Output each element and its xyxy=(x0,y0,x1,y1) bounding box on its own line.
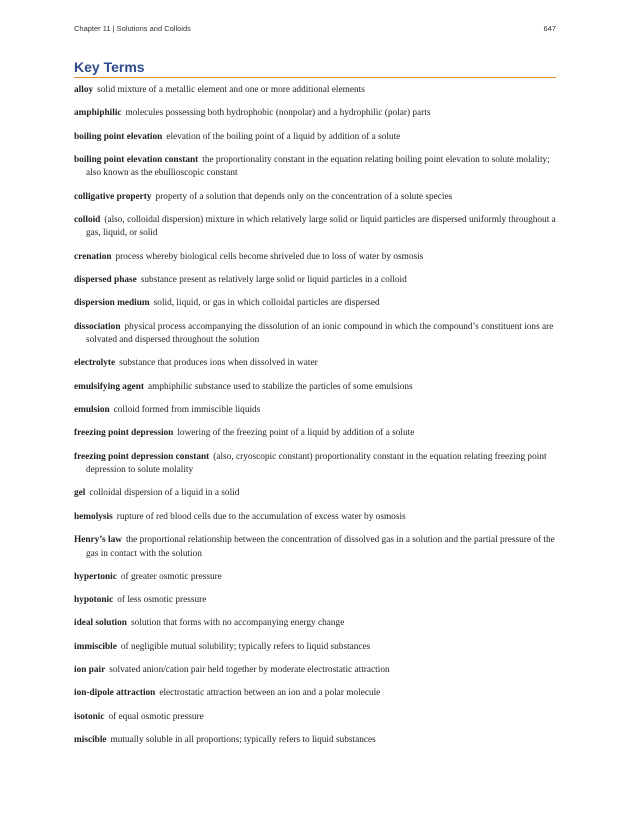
glossary-term: gel xyxy=(74,488,86,499)
glossary-entry xyxy=(74,487,556,501)
glossary-definition: solution that forms with no accompanying energy change xyxy=(130,618,345,629)
glossary-term: miscible xyxy=(74,734,107,745)
glossary-term: dissociation xyxy=(74,321,121,332)
glossary-term: electrolyte xyxy=(74,358,116,369)
glossary-term: emulsion xyxy=(74,405,110,416)
glossary-definition: substance present as relatively large solid or liquid particles in a colloid xyxy=(140,275,407,286)
glossary-entry xyxy=(74,641,556,655)
glossary-definition: colloid formed from immiscible liquids xyxy=(113,405,261,416)
glossary-entry xyxy=(74,534,556,561)
glossary-term: amphiphilic xyxy=(74,108,122,119)
glossary-definition: solid mixture of a metallic element and one or more additional elements xyxy=(97,85,365,95)
glossary-definition: of greater osmotic pressure xyxy=(120,571,222,582)
glossary-definition: lowering of the freezing point of a liquid by addition of a solute xyxy=(177,428,415,439)
glossary-term: ideal solution xyxy=(74,618,127,629)
glossary-entry xyxy=(74,191,556,205)
title-rule xyxy=(74,77,556,78)
glossary-entry xyxy=(74,617,556,631)
glossary-definition: process whereby biological cells become shriveled due to loss of water by osmosis xyxy=(115,251,424,262)
glossary-definition: rupture of red blood cells due to the accumulation of excess water by osmosis xyxy=(116,511,406,522)
glossary-definition: electrostatic attraction between an ion and a polar molecule xyxy=(159,688,381,699)
glossary-entry xyxy=(74,297,556,311)
glossary-entry xyxy=(74,664,556,678)
glossary-term: boiling point elevation xyxy=(74,131,163,142)
glossary-term: colligative property xyxy=(74,191,152,202)
glossary-entry xyxy=(74,451,556,478)
glossary-definition: solid, liquid, or gas in which colloidal particles are dispersed xyxy=(153,298,380,309)
glossary-term: ion pair xyxy=(74,665,106,676)
glossary-definition: physical process accompanying the dissolution of an ionic compound in which the compound’s constituent ions are solvated and dispersed throughout the solution xyxy=(86,321,554,346)
glossary-entry xyxy=(74,404,556,418)
glossary-term: freezing point depression constant xyxy=(74,451,210,462)
glossary-term: isotonic xyxy=(74,711,105,722)
glossary-entry xyxy=(74,427,556,441)
glossary-term: hypotonic xyxy=(74,595,114,606)
glossary-definition: colloidal dispersion of a liquid in a solid xyxy=(89,488,240,499)
glossary-definition: elevation of the boiling point of a liquid by addition of a solute xyxy=(166,131,401,142)
glossary-entry xyxy=(74,251,556,265)
glossary-definition: property of a solution that depends only on the concentration of a solute species xyxy=(155,191,453,202)
glossary-definition: (also, colloidal dispersion) mixture in which relatively large solid or liquid particles are dispersed uniformly throughout a gas, liquid, or solid xyxy=(86,214,556,239)
glossary-entry xyxy=(74,357,556,371)
glossary-term: Henry’s law xyxy=(74,535,122,546)
glossary-definition: molecules possessing both hydrophobic (nonpolar) and a hydrophilic (polar) parts xyxy=(125,108,431,119)
glossary-entry xyxy=(74,131,556,145)
glossary-definition: of less osmotic pressure xyxy=(117,595,207,606)
section-title: Key Terms xyxy=(74,59,145,75)
glossary-term: crenation xyxy=(74,251,112,262)
glossary-entry xyxy=(74,511,556,525)
page-header xyxy=(74,24,556,38)
glossary-entry xyxy=(74,107,556,121)
glossary-entry xyxy=(74,594,556,608)
glossary-entry xyxy=(74,84,556,98)
glossary-entry xyxy=(74,711,556,725)
glossary-definition: of negligible mutual solubility; typically refers to liquid substances xyxy=(120,641,371,652)
glossary-entry xyxy=(74,321,556,348)
glossary-definition: (also, cryoscopic constant) proportionality constant in the equation relating freezing point depression to solute molality xyxy=(86,451,547,476)
glossary-entry xyxy=(74,734,556,748)
glossary-term: freezing point depression xyxy=(74,428,174,439)
glossary-entry xyxy=(74,274,556,288)
key-terms-list xyxy=(74,84,556,757)
glossary-definition: of equal osmotic pressure xyxy=(108,711,204,722)
glossary-term: immiscible xyxy=(74,641,117,652)
page-number: 647 xyxy=(543,24,556,33)
glossary-definition: mutually soluble in all proportions; typically refers to liquid substances xyxy=(110,734,376,745)
glossary-term: hemolysis xyxy=(74,511,113,522)
glossary-term: dispersed phase xyxy=(74,275,137,286)
glossary-definition: substance that produces ions when dissolved in water xyxy=(119,358,318,369)
glossary-term: ion-dipole attraction xyxy=(74,688,156,699)
glossary-term: dispersion medium xyxy=(74,298,150,309)
glossary-entry xyxy=(74,381,556,395)
glossary-entry xyxy=(74,154,556,181)
glossary-definition: the proportionality constant in the equation relating boiling point elevation to solute molality; also known as the ebullioscopic constant xyxy=(86,154,550,179)
glossary-entry xyxy=(74,571,556,585)
glossary-definition: the proportional relationship between the concentration of dissolved gas in a solution and the partial pressure of the gas in contact with the solution xyxy=(86,535,555,559)
glossary-term: emulsifying agent xyxy=(74,381,144,392)
glossary-definition: solvated anion/cation pair held together by moderate electrostatic attraction xyxy=(109,665,390,676)
glossary-term: colloid xyxy=(74,214,101,225)
glossary-term: boiling point elevation constant xyxy=(74,154,199,165)
glossary-entry xyxy=(74,214,556,241)
chapter-title: Chapter 11 | Solutions and Colloids xyxy=(74,24,191,33)
glossary-term: alloy xyxy=(74,85,94,95)
glossary-term: hypertonic xyxy=(74,571,117,582)
glossary-definition: amphiphilic substance used to stabilize the particles of some emulsions xyxy=(148,381,413,392)
glossary-entry xyxy=(74,687,556,701)
